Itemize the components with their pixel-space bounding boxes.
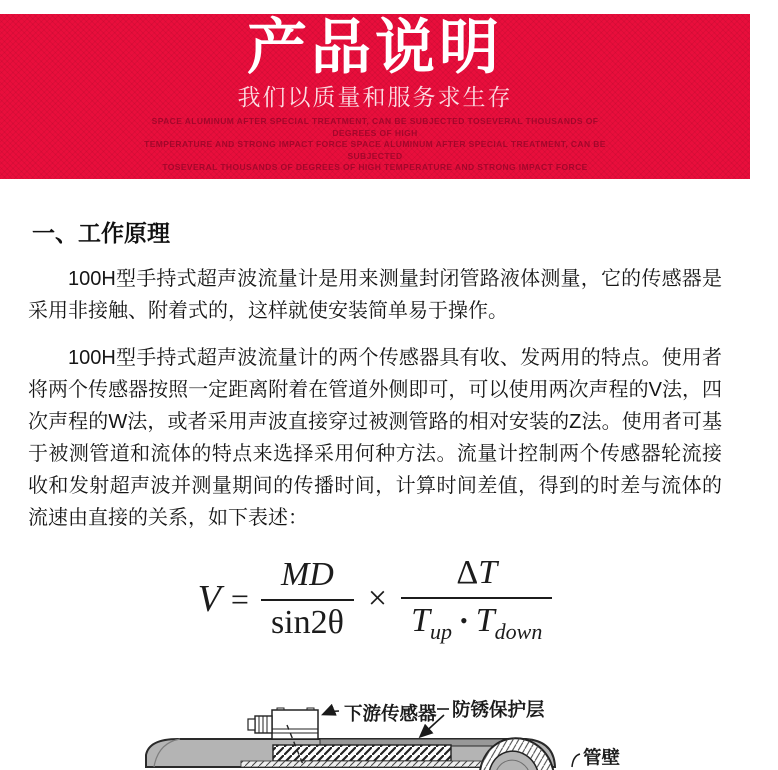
sensor-housing [272, 710, 318, 739]
formula-fraction-2 [401, 554, 552, 645]
working-principle-section [0, 215, 750, 770]
paragraph-methods: 100H型手持式超声波流量计的两个传感器具有收、发两用的特点。使用者将两个传感器按照一定距离附着在管道外侧即可，可以使用两次声程的V法，四次声程的W法，或者采用声波直接穿过被测管路的相对安装的Z法。使用者可基于被测管道和流体的特点来选择采用何种方法。流量计控制两个传感器轮流接收和发射超声波并测量期间的传播时间，计算时间差值，得到的时差与流体的流速由直接的关系，如下表述： [28, 347, 722, 529]
paragraph-intro: 100H型手持式超声波流量计是用来测量封闭管路液体测量，它的传感器是采用非接触、附着式的，这样就使安装简单易于操作。 [28, 268, 722, 322]
tagline-line-2: TEMPERATURE AND STRONG IMPACT FORCE SPACE ALUMINUM AFTER SPECIAL TREATMENT, CAN BE SUBJECTED [144, 139, 606, 161]
banner-tagline [140, 116, 610, 174]
tagline-line-1: SPACE ALUMINUM AFTER SPECIAL TREATMENT, CAN BE SUBJECTED TOSEVERAL THOUSANDS OF DEGREES OF HIGH [151, 116, 599, 138]
fraction2-numerator [446, 554, 507, 597]
pipe-wall-label: 管壁 [583, 746, 621, 768]
formula-fraction-1 [261, 556, 354, 642]
formula-times: × [367, 580, 388, 618]
delta-symbol: Δ [456, 554, 479, 591]
t-up-subscript: up [430, 618, 453, 644]
tagline-line-3: TOSEVERAL THOUSANDS OF DEGREES OF HIGH TEMPERATURE AND STRONG IMPACT FORCE [162, 162, 588, 172]
t-up-var: T [411, 602, 431, 639]
antirust-layer-label: 防锈保护层 [452, 698, 545, 720]
banner-title: 产品说明 [247, 14, 503, 81]
delta-t-var: T [478, 554, 498, 591]
formula-lhs: V [197, 578, 221, 621]
pipe-diagram-svg [28, 675, 778, 768]
product-description-banner [0, 14, 750, 179]
sensor-installation-diagram [28, 675, 722, 770]
fraction1-numerator: MD [280, 556, 334, 594]
downstream-sensor-arrow [324, 711, 339, 714]
downstream-sensor-label: 下游传感器 [344, 702, 437, 724]
banner-subtitle: 我们以质量和服务求生存 [237, 84, 513, 110]
pipe-wall-connector [572, 754, 580, 767]
t-down-subscript: down [494, 618, 543, 644]
t-down-var: T [475, 602, 495, 639]
gland-tip [248, 719, 255, 730]
coupling-strip-hatch [273, 745, 451, 761]
fraction2-denominator [401, 597, 552, 645]
dot-operator: • [460, 608, 468, 633]
fraction1-denominator: sin2θ [261, 599, 354, 642]
section-heading: 一、工作原理 [32, 220, 170, 246]
formula-equals: = [230, 580, 249, 617]
velocity-formula [28, 554, 722, 645]
